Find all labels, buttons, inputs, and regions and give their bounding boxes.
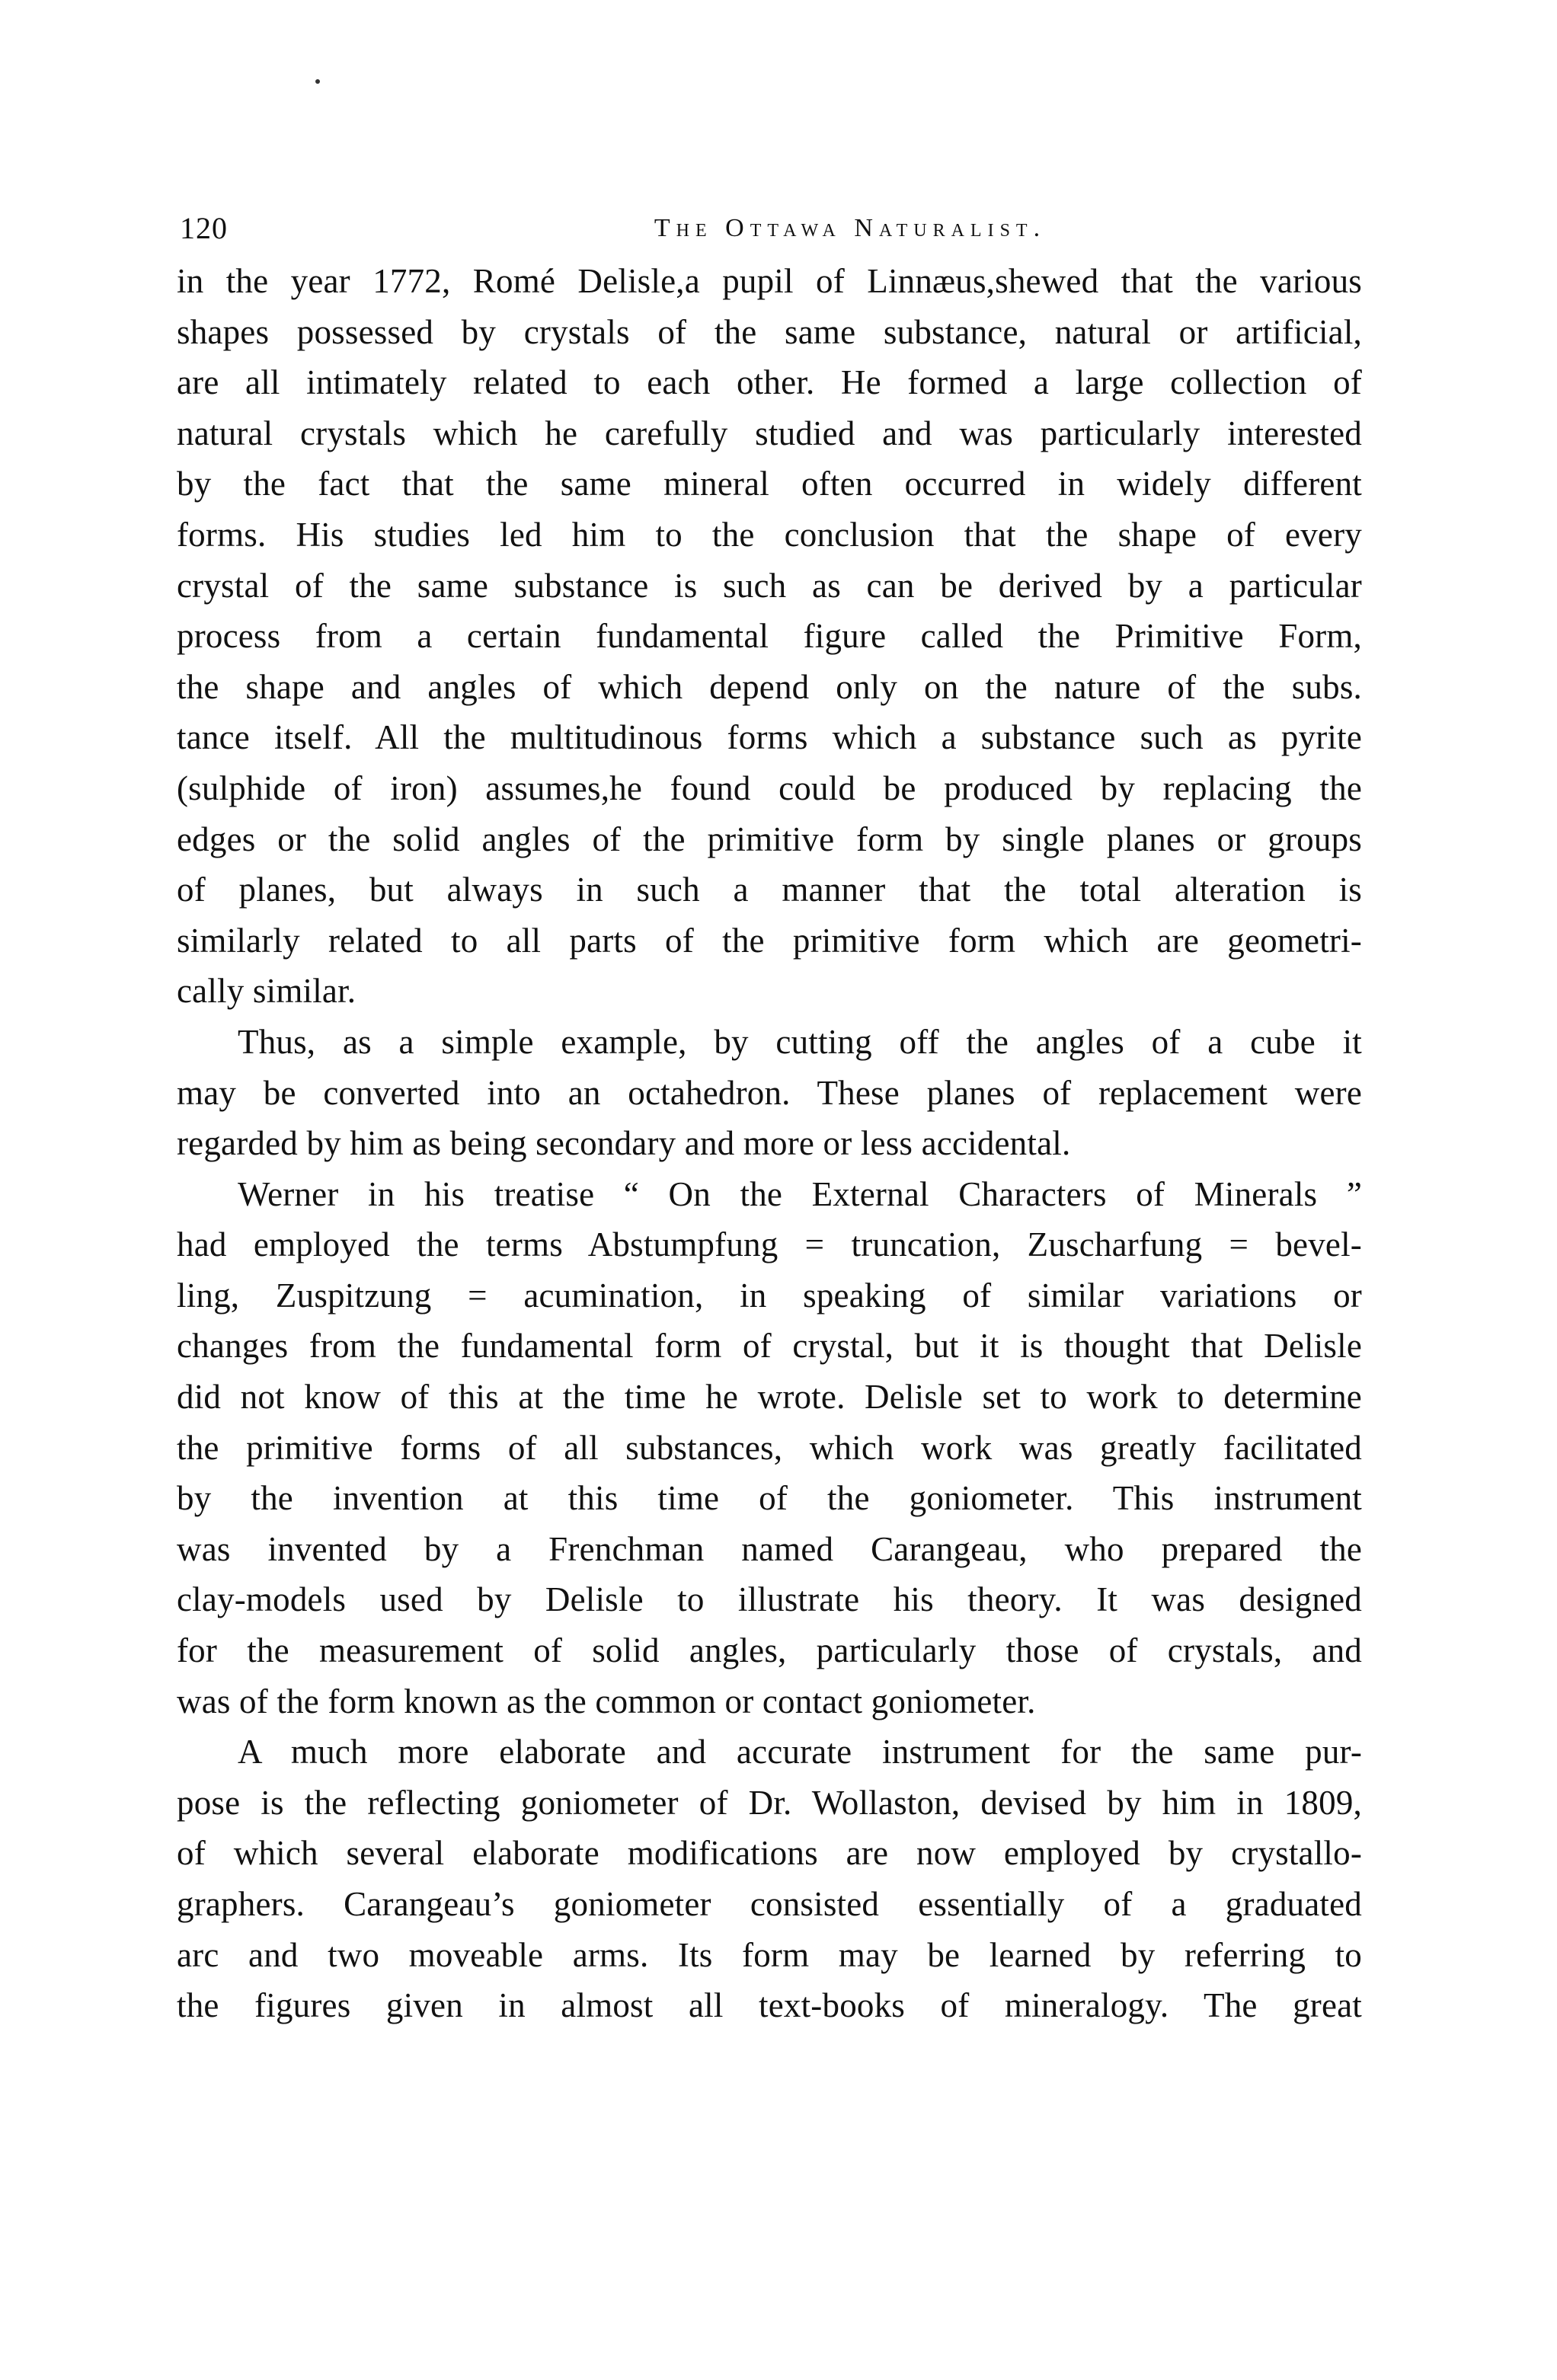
text-line: A much more elaborate and accurate instrument for the same pur-	[238, 1733, 1362, 1771]
text-line: did not know of this at the time he wrote. Delisle set to work to determine	[177, 1378, 1362, 1417]
text-line: by the fact that the same mineral often occurred in widely different	[177, 465, 1362, 503]
text-line: the figures given in almost all text-books of mineralogy. The great	[177, 1986, 1362, 2025]
text-line: tance itself. All the multitudinous forms which a substance such as pyrite	[177, 718, 1362, 757]
text-line: cally similar.	[177, 972, 356, 1011]
text-line: may be converted into an octahedron. These planes of replacement were	[177, 1073, 1362, 1112]
text-line: (sulphide of iron) assumes,he found could be produced by replacing the	[177, 768, 1362, 807]
body-text	[177, 256, 1362, 2031]
text-line: crystal of the same substance is such as can be derived by a particular	[177, 566, 1362, 605]
page-number: 120	[180, 211, 228, 245]
text-line: edges or the solid angles of the primitive form by single planes or groups	[177, 819, 1362, 858]
text-line: ling, Zuspitzung = acumination, in speaking of similar variations or	[177, 1276, 1362, 1315]
text-line: arc and two moveable arms. Its form may be learned by referring to	[177, 1935, 1362, 1974]
text-line: shapes possessed by crystals of the same substance, natural or artificial,	[177, 312, 1362, 351]
text-line: changes from the fundamental form of crystal, but it is thought that Delisle	[177, 1327, 1362, 1366]
text-line: for the measurement of solid angles, particularly those of crystals, and	[177, 1631, 1362, 1670]
text-line: Werner in his treatise “ On the External Characters of Minerals ”	[238, 1174, 1362, 1213]
text-line: the shape and angles of which depend only on the nature of the subs.	[177, 667, 1362, 706]
text-line: was of the form known as the common or contact goniometer.	[177, 1682, 1036, 1720]
running-head	[180, 207, 1360, 250]
text-line: had employed the terms Abstumpfung = truncation, Zuscharfung = bevel-	[177, 1225, 1362, 1264]
text-line: the primitive forms of all substances, which work was greatly facilitated	[177, 1428, 1362, 1467]
text-line: natural crystals which he carefully studied and was particularly interested	[177, 414, 1362, 452]
text-line: are all intimately related to each other. He formed a large collection of	[177, 363, 1362, 402]
text-line: clay-models used by Delisle to illustrate his theory. It was designed	[177, 1580, 1362, 1619]
text-line: in the year 1772, Romé Delisle,a pupil of Linnæus,shewed that the various	[177, 262, 1362, 300]
text-line: similarly related to all parts of the primitive form which are geometri-	[177, 921, 1362, 960]
print-speck	[315, 79, 320, 84]
text-line: was invented by a Frenchman named Carangeau, who prepared the	[177, 1529, 1362, 1568]
text-line: regarded by him as being secondary and more or less accidental.	[177, 1124, 1071, 1163]
text-line: of which several elaborate modifications are now employed by crystallo-	[177, 1834, 1362, 1873]
text-line: of planes, but always in such a manner that the total alteration is	[177, 871, 1362, 909]
text-line: forms. His studies led him to the conclusion that the shape of every	[177, 515, 1362, 554]
journal-title: The Ottawa Naturalist.	[654, 214, 1047, 242]
text-line: by the invention at this time of the goniometer. This instrument	[177, 1479, 1362, 1518]
text-line: process from a certain fundamental figure called the Primitive Form,	[177, 617, 1362, 656]
text-line: graphers. Carangeau’s goniometer consisted essentially of a graduated	[177, 1885, 1362, 1923]
text-line: Thus, as a simple example, by cutting off the angles of a cube it	[238, 1022, 1362, 1061]
text-line: pose is the reflecting goniometer of Dr. Wollaston, devised by him in 1809,	[177, 1783, 1362, 1822]
